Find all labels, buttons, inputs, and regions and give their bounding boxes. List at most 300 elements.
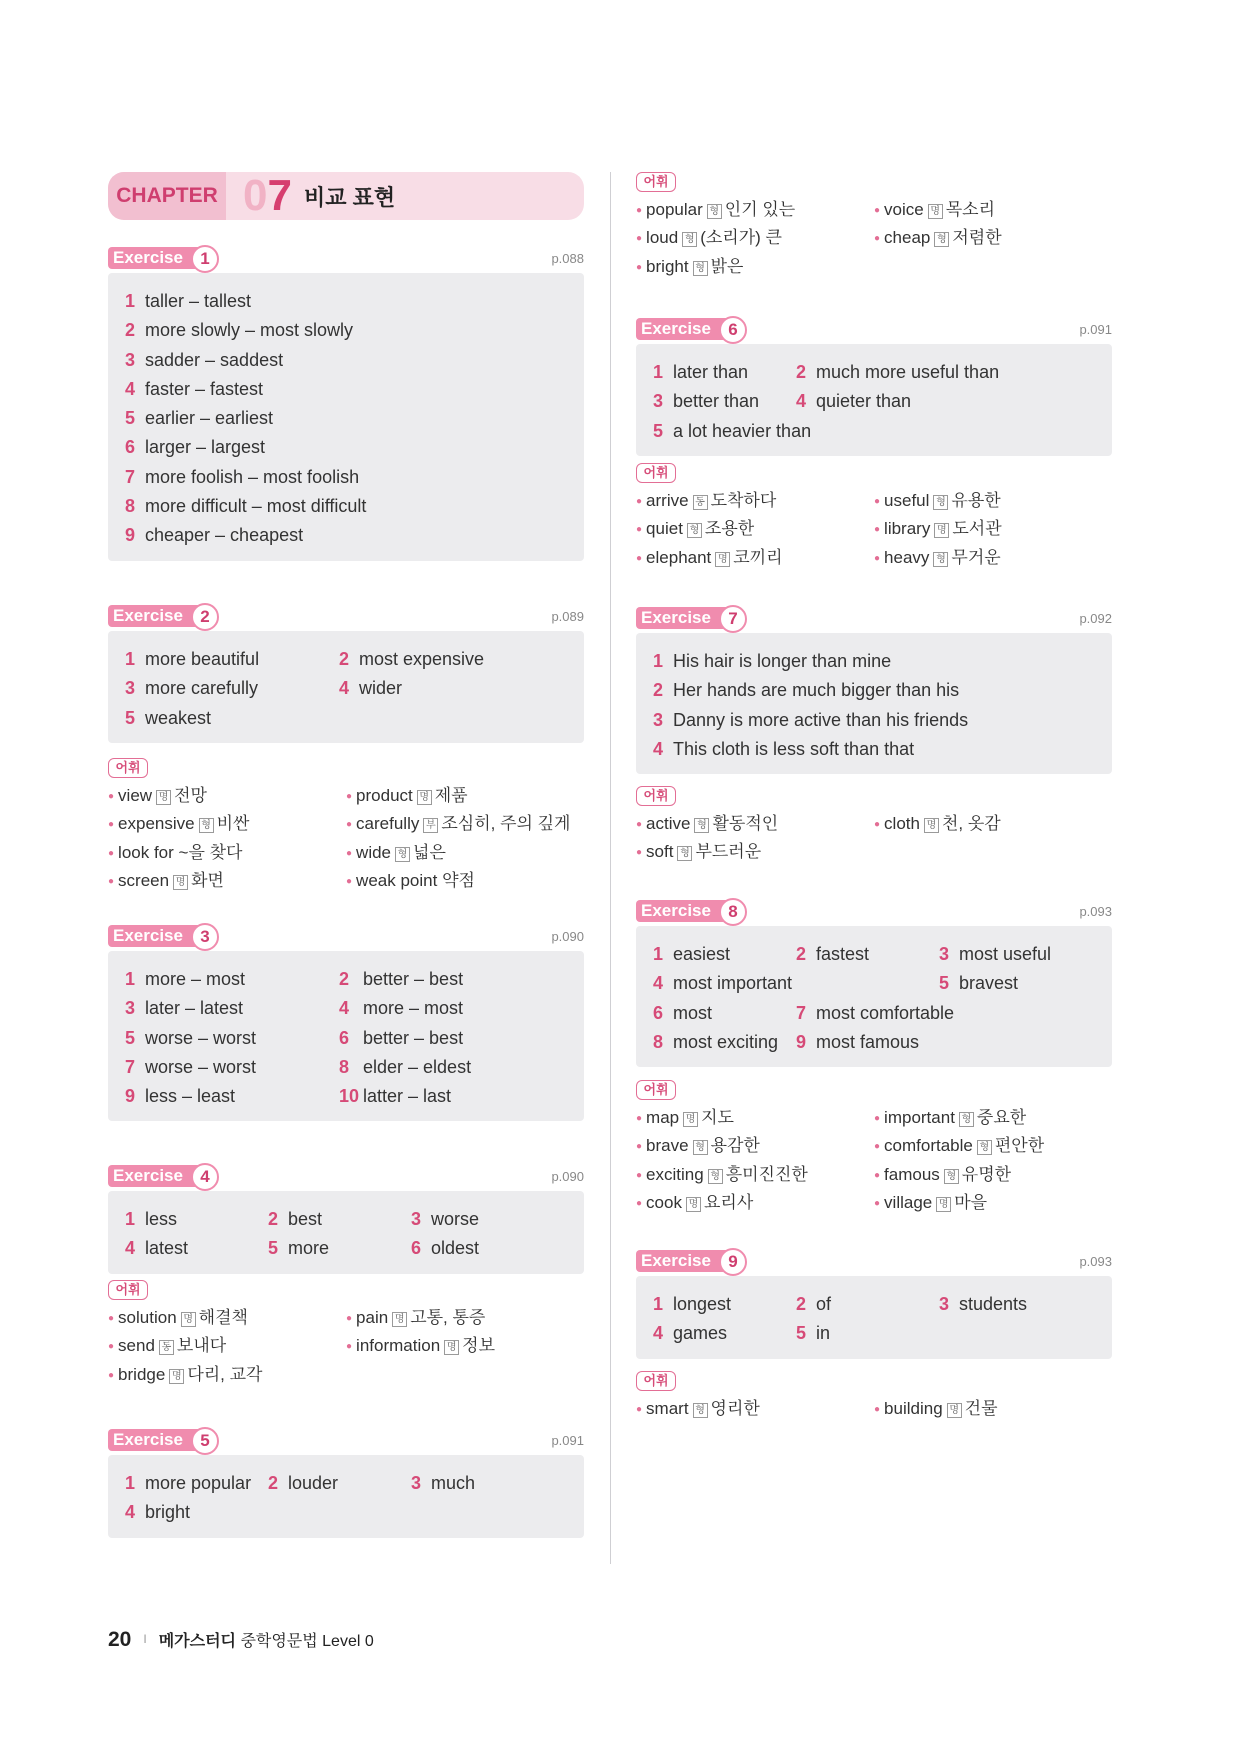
- vocab-item: [636, 1395, 874, 1423]
- vocab-word: popular: [646, 200, 703, 219]
- vocab-meaning: 지도: [701, 1108, 734, 1127]
- answer-number: 5: [796, 1323, 807, 1344]
- answer-item: [125, 346, 568, 375]
- chapter-label: CHAPTER: [108, 172, 226, 220]
- bullet-icon: ●: [346, 791, 353, 802]
- vocab-item: [108, 839, 346, 867]
- vocab-item: [636, 838, 874, 866]
- exercise-4-header: [108, 1163, 584, 1189]
- vocab-item: [874, 1189, 1112, 1217]
- answer-item: [125, 645, 339, 674]
- answer-item: [796, 1028, 1036, 1057]
- vocab-meaning: 목소리: [945, 200, 996, 219]
- bullet-icon: ●: [636, 496, 643, 507]
- bullet-icon: ●: [636, 847, 643, 859]
- answer-item: [796, 1290, 939, 1319]
- part-of-speech-badge: 형: [693, 1403, 708, 1418]
- answer-number: 3: [411, 1209, 422, 1229]
- answer-text: better than: [673, 391, 760, 412]
- bullet-icon: ●: [108, 847, 115, 859]
- answer-item: [125, 492, 568, 521]
- answer-item: [125, 994, 339, 1023]
- answer-text: Her hands are much bigger than his: [673, 680, 960, 701]
- answer-item: [653, 940, 796, 969]
- answer-number: 8: [339, 1056, 350, 1077]
- vocab-word: brave: [646, 1136, 689, 1156]
- vocab-meaning: 유용한: [951, 491, 1001, 510]
- answer-item: [125, 375, 568, 404]
- answer-text: a lot heavier than: [673, 420, 812, 441]
- answer-text: more beautiful: [145, 649, 260, 669]
- vocab-meaning: 조용한: [704, 519, 755, 539]
- answer-text: more – most: [145, 969, 246, 989]
- exercise-label: Exercise: [108, 605, 208, 627]
- vocab-word: building: [884, 1399, 943, 1418]
- answer-text: This cloth is less soft than that: [673, 738, 915, 759]
- exercise-number: 4: [191, 1163, 219, 1191]
- vocab-item: [874, 1161, 1112, 1189]
- exercise-3-answers: [108, 951, 584, 1121]
- vocab-meaning: 해결책: [198, 1308, 248, 1327]
- answer-item: [411, 1234, 554, 1263]
- answer-number: 4: [125, 378, 136, 399]
- answer-number: 9: [125, 525, 136, 546]
- vocab-word: village: [884, 1192, 933, 1212]
- vocab-item: [108, 867, 346, 895]
- answer-number: 5: [125, 1027, 136, 1048]
- part-of-speech-badge: 형: [944, 1169, 959, 1184]
- answer-item: [268, 1469, 411, 1498]
- vocab-word: view: [118, 786, 153, 805]
- vocab-meaning: 비싼: [216, 814, 250, 834]
- answer-text: earlier – earliest: [145, 408, 274, 429]
- vocab-item: [874, 1104, 1112, 1132]
- vocab-word: carefully: [356, 814, 420, 834]
- vocab-word: cook: [646, 1192, 682, 1212]
- answer-item: [125, 965, 339, 994]
- answer-text: less: [145, 1209, 178, 1229]
- exercise-number: 8: [719, 898, 747, 926]
- vocab-word: send: [118, 1336, 155, 1356]
- chapter-header: [108, 172, 584, 220]
- exercise-label: Exercise: [636, 607, 736, 629]
- exercise-5-header: [108, 1427, 584, 1453]
- answer-item: [125, 287, 568, 316]
- answer-item: [939, 1290, 1082, 1319]
- answer-number: 2: [796, 362, 807, 382]
- part-of-speech-badge: 형: [708, 1169, 723, 1184]
- vocab-meaning: 고통, 통증: [410, 1308, 486, 1327]
- answer-text: latter – last: [363, 1086, 452, 1107]
- bullet-icon: ●: [108, 1369, 115, 1381]
- vocab-word: look for: [118, 842, 174, 862]
- exercise-8-vocab: [636, 1104, 1112, 1217]
- answer-number: 5: [125, 408, 136, 429]
- vocab-meaning: 저렴한: [952, 228, 1002, 248]
- exercise-label: Exercise: [108, 247, 208, 269]
- answer-number: 4: [339, 998, 350, 1019]
- part-of-speech-badge: 형: [677, 846, 692, 861]
- answer-number: 3: [653, 709, 664, 730]
- answer-number: 4: [125, 1502, 136, 1523]
- bullet-icon: ●: [636, 524, 643, 536]
- answer-text: worse – worst: [145, 1056, 257, 1077]
- exercise-6-answers: [636, 344, 1112, 456]
- page-reference: p.089: [551, 609, 584, 624]
- vocab-word: useful: [884, 491, 930, 510]
- part-of-speech-badge: 명: [392, 1312, 407, 1327]
- bullet-icon: ●: [874, 819, 881, 830]
- vocab-item: [636, 1132, 874, 1160]
- vocab-word: cheap: [884, 228, 931, 248]
- answer-number: 2: [268, 1473, 279, 1493]
- vocab-meaning: ~을 찾다: [178, 842, 243, 862]
- bullet-icon: ●: [636, 819, 643, 830]
- vocab-item: [108, 1332, 346, 1360]
- answer-item: [339, 674, 553, 703]
- answer-item: [653, 1028, 796, 1057]
- bullet-icon: ●: [636, 1197, 643, 1209]
- part-of-speech-badge: 명: [947, 1403, 962, 1418]
- answer-number: 1: [125, 291, 136, 311]
- bullet-icon: ●: [108, 819, 115, 831]
- vocab-item: [346, 782, 584, 810]
- answer-text: most famous: [816, 1031, 920, 1052]
- vocab-word: cloth: [884, 814, 920, 833]
- answer-text: larger – largest: [145, 437, 266, 458]
- part-of-speech-badge: 형: [934, 232, 949, 247]
- vocab-word: wide: [356, 842, 392, 862]
- answer-item: [125, 433, 568, 462]
- answer-number: 2: [796, 1294, 807, 1314]
- answer-item: [125, 1024, 339, 1053]
- part-of-speech-badge: 명: [936, 1197, 951, 1212]
- vocab-item: [108, 1304, 346, 1332]
- vocab-word: pain: [356, 1308, 389, 1327]
- vocab-meaning: 흥미진진한: [725, 1164, 808, 1184]
- answer-text: in: [816, 1323, 831, 1344]
- vocab-item: [636, 1161, 874, 1189]
- exercise-1-answers: [108, 273, 584, 561]
- exercise-9-header: [636, 1248, 1112, 1274]
- footer-book-title: 중학영문법 Level 0: [240, 1633, 374, 1650]
- page-reference: p.088: [551, 251, 584, 266]
- vocab-word: information: [356, 1336, 441, 1356]
- vocab-item: [874, 1132, 1112, 1160]
- answer-item: [125, 316, 568, 345]
- vocab-item: [346, 1332, 584, 1360]
- page-reference: p.092: [1079, 611, 1112, 626]
- vocab-word: smart: [646, 1399, 689, 1418]
- answer-text: better – best: [363, 969, 464, 989]
- answer-item: [125, 1205, 268, 1234]
- answer-text: cheaper – cheapest: [145, 525, 304, 546]
- exercise-4-answers: [108, 1191, 584, 1274]
- answer-item: [653, 999, 796, 1028]
- answer-number: 2: [125, 320, 136, 341]
- answer-text: bright: [145, 1502, 191, 1523]
- answer-item: [653, 735, 1096, 764]
- answer-text: best: [288, 1209, 323, 1229]
- answer-item: [796, 387, 911, 416]
- bullet-icon: ●: [636, 233, 643, 245]
- vocab-word: important: [884, 1108, 955, 1127]
- answer-item: [268, 1234, 411, 1263]
- answer-number: 3: [411, 1473, 422, 1493]
- answer-number: 6: [653, 1002, 664, 1023]
- vocab-meaning: 정보: [462, 1336, 496, 1356]
- answer-number: 6: [339, 1027, 350, 1048]
- vocab-meaning: 요리사: [703, 1192, 754, 1212]
- vocab-meaning: 중요한: [976, 1108, 1027, 1127]
- vocab-meaning: 밝은: [710, 256, 744, 276]
- answer-text: most expensive: [359, 649, 485, 669]
- vocab-label: 어휘: [636, 172, 676, 192]
- answer-number: 2: [796, 944, 807, 964]
- answer-text: later – latest: [145, 998, 244, 1019]
- vocab-item: [874, 544, 1112, 572]
- vocab-word: heavy: [884, 547, 930, 567]
- bullet-icon: ●: [108, 1341, 115, 1353]
- vocab-item: [108, 810, 346, 838]
- answer-number: 3: [125, 678, 136, 699]
- column-divider: [610, 172, 611, 1564]
- chapter-number: [243, 172, 292, 220]
- answer-text: more – most: [363, 998, 464, 1019]
- answer-number: 1: [653, 362, 664, 382]
- vocab-meaning: 화면: [191, 870, 224, 890]
- answer-text: most exciting: [673, 1031, 779, 1052]
- vocab-word: screen: [118, 870, 170, 890]
- vocab-meaning: 무거운: [951, 547, 1001, 567]
- answer-text: taller – tallest: [145, 291, 252, 311]
- vocab-label: 어휘: [636, 463, 676, 483]
- bullet-icon: ●: [636, 1141, 643, 1153]
- answer-text: worse – worst: [145, 1027, 257, 1048]
- vocab-item: [636, 1189, 874, 1217]
- bullet-icon: ●: [346, 875, 353, 887]
- answer-text: later than: [673, 362, 749, 382]
- answer-item: [125, 521, 568, 550]
- answer-text: longest: [673, 1294, 732, 1314]
- part-of-speech-badge: 형: [682, 232, 697, 247]
- vocab-word: weak point: [356, 870, 438, 890]
- exercise-3-header: [108, 923, 584, 949]
- exercise-6-header: [636, 316, 1112, 342]
- vocab-meaning: 영리한: [710, 1399, 760, 1418]
- vocab-item: [108, 782, 346, 810]
- vocab-meaning: 활동적인: [712, 814, 779, 833]
- vocab-word: library: [884, 519, 931, 539]
- answer-text: better – best: [363, 1027, 464, 1048]
- answer-item: [796, 1319, 939, 1348]
- answer-text: more slowly – most slowly: [145, 320, 354, 341]
- exercise-7-answers: [636, 633, 1112, 774]
- vocab-word: active: [646, 814, 691, 833]
- answer-item: [653, 358, 796, 387]
- vocab-word: bridge: [118, 1364, 166, 1384]
- answer-text: oldest: [431, 1238, 480, 1259]
- part-of-speech-badge: 형: [959, 1112, 974, 1127]
- answer-item: [939, 940, 1082, 969]
- vocab-item: [636, 224, 874, 252]
- exercise-number: 2: [191, 603, 219, 631]
- bullet-icon: ●: [108, 875, 115, 887]
- answer-text: faster – fastest: [145, 378, 264, 399]
- part-of-speech-badge: 명: [173, 875, 188, 890]
- vocab-word: soft: [646, 842, 674, 862]
- answer-text: worse: [431, 1209, 480, 1229]
- vocab-item: [346, 839, 584, 867]
- part-of-speech-badge: 동: [159, 1340, 174, 1355]
- answer-item: [125, 704, 339, 733]
- vocab-meaning: 용감한: [710, 1136, 760, 1156]
- answer-item: [939, 969, 1082, 998]
- answer-item: [411, 1205, 554, 1234]
- chapter-number-digit: 7: [267, 171, 292, 220]
- answer-item: [653, 1290, 796, 1319]
- answer-item: [796, 940, 939, 969]
- part-of-speech-badge: 형: [199, 818, 214, 833]
- footer-separator: I: [143, 1632, 147, 1646]
- bullet-icon: ●: [874, 1169, 881, 1181]
- exercise-label: Exercise: [636, 900, 736, 922]
- bullet-icon: ●: [874, 1404, 881, 1415]
- vocab-word: expensive: [118, 814, 195, 834]
- exercise-label: Exercise: [108, 925, 208, 947]
- exercise-7-vocab: [636, 810, 1112, 867]
- vocab-meaning: (소리가) 큰: [700, 228, 782, 248]
- vocab-label: 어휘: [108, 1280, 148, 1300]
- part-of-speech-badge: 형: [707, 204, 722, 219]
- answer-item: [339, 994, 553, 1023]
- vocab-meaning: 다리, 교각: [187, 1364, 263, 1384]
- exercise-number: 5: [191, 1427, 219, 1455]
- exercise-2-vocab: [108, 782, 584, 895]
- part-of-speech-badge: 형: [977, 1140, 992, 1155]
- vocab-word: comfortable: [884, 1136, 973, 1156]
- vocab-meaning: 도서관: [952, 519, 1002, 539]
- vocab-label: 어휘: [636, 786, 676, 806]
- bullet-icon: ●: [874, 552, 881, 564]
- bullet-icon: ●: [636, 1169, 643, 1181]
- bullet-icon: ●: [874, 1113, 881, 1124]
- answer-item: [339, 645, 553, 674]
- answer-number: 5: [125, 707, 136, 728]
- answer-item: [653, 387, 796, 416]
- vocab-meaning: 넓은: [413, 842, 446, 862]
- vocab-item: [636, 196, 874, 224]
- bullet-icon: ●: [636, 552, 643, 564]
- vocab-item: [108, 1361, 346, 1389]
- answer-number: 5: [268, 1238, 279, 1259]
- answer-item: [125, 1082, 339, 1111]
- answer-item: [796, 999, 1036, 1028]
- answer-text: less – least: [145, 1086, 236, 1107]
- answer-item: [339, 1053, 553, 1082]
- bullet-icon: ●: [346, 847, 353, 859]
- bullet-icon: ●: [874, 233, 881, 245]
- vocab-item: [346, 810, 584, 838]
- exercise-number: 6: [719, 316, 747, 344]
- answer-item: [125, 1053, 339, 1082]
- answer-number: 6: [411, 1238, 422, 1259]
- answer-number: 4: [653, 738, 664, 759]
- answer-number: 4: [125, 1238, 136, 1259]
- bullet-icon: ●: [874, 1141, 881, 1153]
- part-of-speech-badge: 명: [928, 204, 943, 219]
- vocab-word: bright: [646, 256, 689, 276]
- answer-number: 9: [796, 1031, 807, 1052]
- vocab-item: [636, 253, 874, 281]
- part-of-speech-badge: 명: [156, 790, 171, 805]
- bullet-icon: ●: [874, 524, 881, 536]
- answer-text: most useful: [959, 944, 1052, 964]
- answer-number: 3: [939, 944, 950, 964]
- answer-item: [653, 1319, 796, 1348]
- answer-text: most important: [673, 973, 793, 994]
- exercise-2-answers: [108, 631, 584, 743]
- page-reference: p.091: [1079, 322, 1112, 337]
- vocab-meaning: 유명한: [961, 1164, 1012, 1184]
- answer-number: 6: [125, 437, 136, 458]
- part-of-speech-badge: 명: [715, 552, 730, 567]
- vocab-meaning: 코끼리: [733, 547, 783, 567]
- answer-text: much: [431, 1473, 476, 1493]
- exercise-2-header: [108, 603, 584, 629]
- answer-number: 10: [339, 1086, 360, 1107]
- answer-number: 4: [653, 1323, 664, 1344]
- part-of-speech-badge: 명: [934, 523, 949, 538]
- vocab-label: 어휘: [636, 1371, 676, 1391]
- page-reference: p.091: [551, 1433, 584, 1448]
- bullet-icon: ●: [108, 1313, 115, 1324]
- answer-text: more foolish – most foolish: [145, 466, 360, 487]
- bullet-icon: ●: [636, 1404, 643, 1415]
- answer-number: 3: [653, 391, 664, 412]
- answer-item: [125, 404, 568, 433]
- exercise-number: 7: [719, 605, 747, 633]
- vocab-word: arrive: [646, 491, 689, 510]
- answer-text: His hair is longer than mine: [673, 651, 892, 671]
- answer-number: 9: [125, 1086, 136, 1107]
- bullet-icon: ●: [636, 205, 643, 216]
- vocab-word: loud: [646, 228, 679, 248]
- exercise-label: Exercise: [108, 1165, 208, 1187]
- answer-number: 8: [125, 496, 136, 517]
- part-of-speech-badge: 명: [417, 790, 432, 805]
- vocab-word: elephant: [646, 547, 712, 567]
- answer-number: 4: [339, 678, 350, 699]
- answer-item: [125, 1234, 268, 1263]
- answer-number: 1: [125, 969, 136, 989]
- answer-text: latest: [145, 1238, 189, 1259]
- vocab-meaning: 천, 옷감: [941, 814, 1001, 833]
- vocab-meaning: 인기 있는: [724, 200, 796, 219]
- answer-text: quieter than: [816, 391, 912, 412]
- answer-text: louder: [288, 1473, 339, 1493]
- vocab-word: quiet: [646, 519, 683, 539]
- vocab-meaning: 마을: [954, 1192, 988, 1212]
- exercise-8-answers: [636, 926, 1112, 1067]
- answer-text: most comfortable: [816, 1002, 955, 1023]
- answer-number: 1: [125, 1209, 136, 1229]
- bullet-icon: ●: [636, 1113, 643, 1124]
- vocab-meaning: 편안한: [994, 1136, 1045, 1156]
- vocab-meaning: 조심히, 주의 깊게: [441, 814, 571, 834]
- exercise-6-vocab: [636, 487, 1112, 572]
- answer-number: 4: [796, 391, 807, 412]
